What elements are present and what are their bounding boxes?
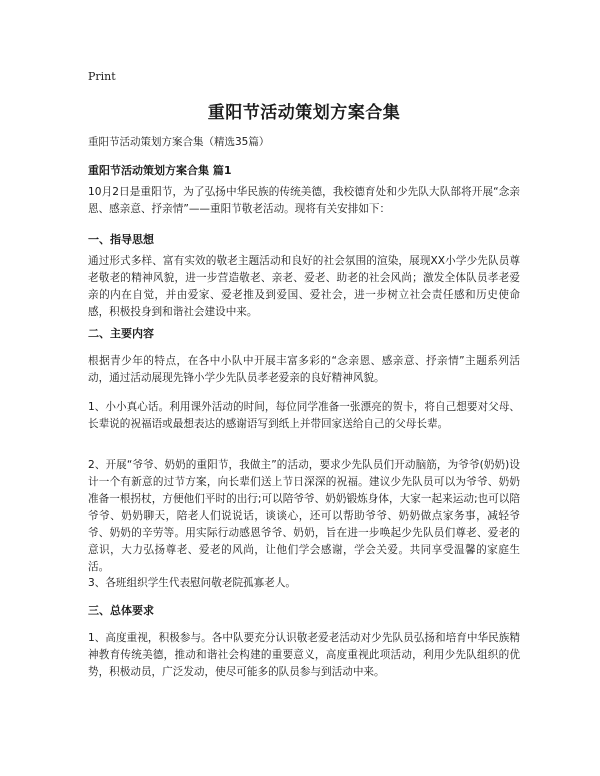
article-heading: 重阳节活动策划方案合集 篇1 xyxy=(88,164,232,177)
intro-paragraph: 10月2日是重阳节，为了弘扬中华民族的传统美德，我校德育处和少先队大队部将开展“念亲恩、感亲意、抒亲情”——重阳节敬老活动。现将有关安排如下： xyxy=(88,186,520,215)
section-heading-main-content: 二、主要内容 xyxy=(88,327,154,340)
section-heading-guiding-idea: 一、指导思想 xyxy=(88,233,154,246)
main-content-item-2: 2、开展“爷爷、奶奶的重阳节，我做主”的活动，要求少先队员们开动脑筋，为爷爷(奶奶)设计一个有新意的过节方案，向长辈们送上节日深深的祝福。建议少先队员可以为爷爷、奶奶准备一根拐杖，方便他们平时的出行;可以陪爷爷、奶奶锻炼身体，大家一起来运动;也可以陪爷爷、奶奶聊天，陪老人们说说话，谈谈心，还可以帮助爷爷、奶奶做点家务事，减轻爷爷、奶奶的辛劳等。用实际行动感恩爷爷、奶奶，旨在进一步唤起少先队员们尊老、爱老的意识，大力弘扬尊老、爱老的风尚，让他们学会感谢，学会关爱。共同享受温馨的家庭生活。 xyxy=(88,459,520,573)
main-content-item-1: 1、小小真心话。利用课外活动的时间，每位同学准备一张漂亮的贺卡，将自己想要对父母、长辈说的祝福语或最想表达的感谢语写到纸上并带回家送给自己的父母长辈。 xyxy=(88,401,520,430)
print-link[interactable]: Print xyxy=(88,70,116,83)
main-content-intro-paragraph: 根据青少年的特点，在各中小队中开展丰富多彩的“念亲恩、感亲意、抒亲情”主题系列活动，通过活动展现先锋小学少先队员孝老爱亲的良好精神风貌。 xyxy=(88,355,520,384)
section-heading-requirements: 三、总体要求 xyxy=(88,604,154,617)
document-subtitle: 重阳节活动策划方案合集（精选35篇） xyxy=(88,136,270,148)
page-title: 重阳节活动策划方案合集 xyxy=(207,103,401,123)
guiding-idea-paragraph: 通过形式多样、富有实效的敬老主题活动和良好的社会氛围的渲染，展现XX小学少先队员尊老敬老的精神风貌，进一步营造敬老、亲老、爱老、助老的社会风尚；激发全体队员孝老爱亲的内在自觉，并由爱家、爱老推及到爱国、爱社会，进一步树立社会责任感和历史使命感，积极投身到和谐社会建设中来。 xyxy=(88,255,520,318)
requirements-item-1: 1、高度重视，积极参与。各中队要充分认识敬老爱老活动对少先队员弘扬和培育中华民族精神教育传统美德，推动和谐社会构建的重要意义，高度重视此项活动，利用少先队组织的优势，积极动员，广泛发动，使尽可能多的队员参与到活动中来。 xyxy=(88,632,520,678)
main-content-item-3: 3、各班组织学生代表慰问敬老院孤寡老人。 xyxy=(88,577,297,589)
